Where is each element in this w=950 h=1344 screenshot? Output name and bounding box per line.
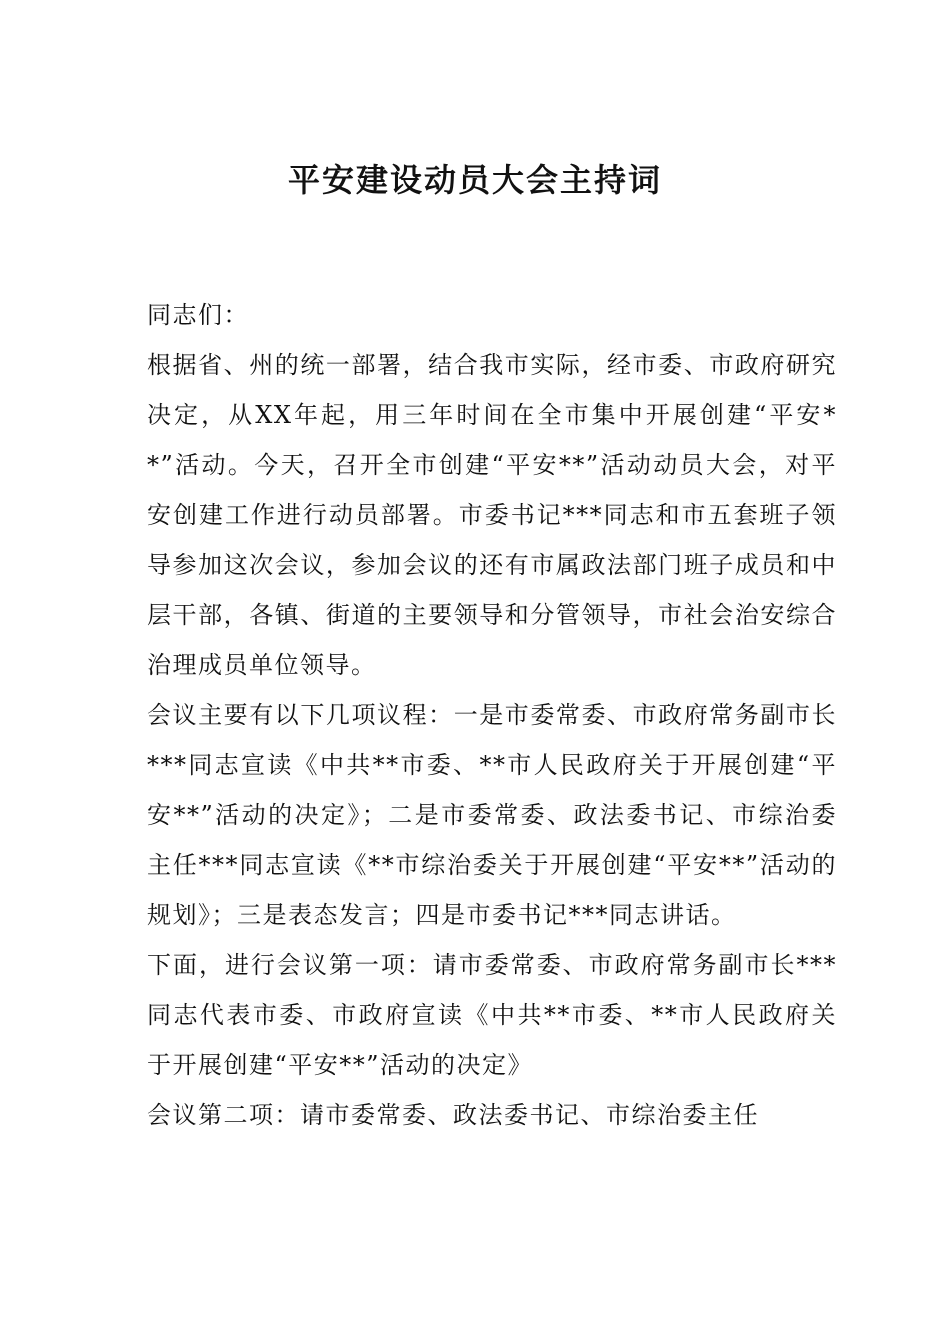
paragraph-item-one: 下面，进行会议第一项：请市委常委、市政府常务副市长***同志代表市委、市政府宣读《中共**市委、**市人民政府关于开展创建“平安**”活动的决定》 bbox=[147, 951, 837, 1079]
document-title: 平安建设动员大会主持词 bbox=[287, 161, 662, 199]
paragraph-greeting: 同志们： bbox=[147, 301, 249, 329]
paragraph-intro: 根据省、州的统一部署，结合我市实际，经市委、市政府研究决定，从XX年起，用三年时间在全市集中开展创建“平安**”活动。今天，召开全市创建“平安**”活动动员大会，对平安创建工作进行动员部署。市委书记***同志和市五套班子领导参加这次会议，参加会议的还有市属政法部门班子成员和中层干部，各镇、街道的主要领导和分管领导，市社会治安综合治理成员单位领导。 bbox=[147, 351, 837, 679]
document-body bbox=[147, 290, 837, 1140]
paragraph-agenda: 会议主要有以下几项议程：一是市委常委、市政府常务副市长***同志宣读《中共**市委、**市人民政府关于开展创建“平安**”活动的决定》；二是市委常委、政法委书记、市综治委主任***同志宣读《**市综治委关于开展创建“平安**”活动的规划》；三是表态发言；四是市委书记***同志讲话。 bbox=[147, 701, 837, 929]
paragraph-item-two: 会议第二项：请市委常委、政法委书记、市综治委主任 bbox=[147, 1101, 759, 1129]
